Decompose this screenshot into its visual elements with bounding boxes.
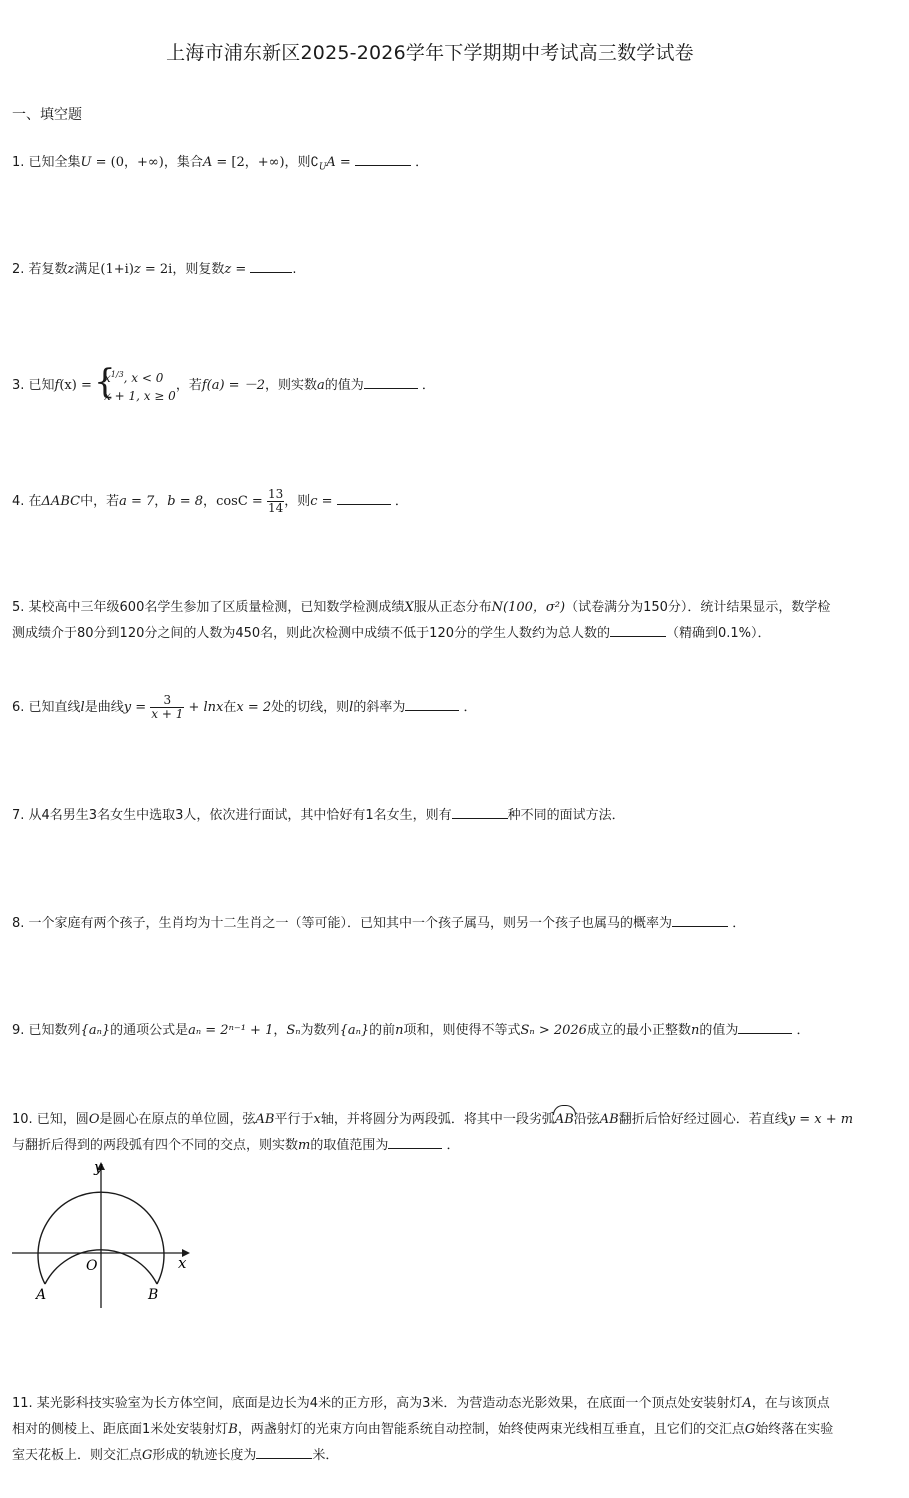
answer-blank-1[interactable] [355,151,411,166]
question-6: 6. 已知直线l是曲线y = $\frac{3}{x + 1}$ + lnx在x = 2处的切线，则l的斜率为 ． [12,693,477,721]
y-label: y [94,1158,103,1176]
answer-blank-10[interactable] [388,1134,442,1149]
point-b-label: B [148,1287,159,1303]
question-9: 9. 已知数列{aₙ}的通项公式是aₙ = 2ⁿ⁻¹ + 1，Sₙ为数列{aₙ}的前n项和，则使得不等式Sₙ > 2026成立的最小正整数n的值为 ． [12,1018,892,1044]
question-8: 8. 一个家庭有两个孩子，生肖均为十二生肖之一（等可能）．已知其中一个孩子属马，则另一个孩子也属马的概率为 ． [12,911,892,937]
question-11: 11. 某光影科技实验室为长方体空间，底面是边长为4米的正方形，高为3米．为营造动态光影效果，在底面一个顶点处安装射灯A，在与该顶点 相对的侧棱上、距底面1米处安装射灯B，两盏射灯的光束方向由智能系统自动控制，始终使两束光线相互垂直，且它们的交汇点G始终落在实验 室天花板上．则交汇点G形成的轨迹长度为 米． [12,1396,834,1463]
fraction-3-over-x-plus-1: $\frac{3}{x + 1}$ [151,693,184,721]
answer-blank-4[interactable] [337,490,391,505]
fraction-13-14: $\frac{13}{14}$ [267,487,284,515]
minor-arc-ab: AB [555,1107,574,1133]
answer-blank-5[interactable] [610,622,666,637]
question-2: 2. 若复数z满足(1+i)z = 2i，则复数z = . [12,257,892,283]
origin-label: O [86,1258,98,1274]
point-a-label: A [36,1287,47,1303]
answer-blank-8[interactable] [672,912,728,927]
question-3: 3. 已知f(x) = { $x^{1/3}$, x < 0 x + 1, x ≥ 0 ，若f(a) = －2，则实数a的值为 ． [12,366,892,406]
question-5: 5. 某校高中三年级600名学生参加了区质量检测，已知数学检测成绩X服从正态分布N(100，σ²)（试卷满分为150分）．统计结果显示，数学检 测成绩介于80分到120分之间的人数为450名，则此次检测中成绩不低于120分的学生人数约为总人数的 （精确到0.1%）． [12,600,831,641]
question-7: 7. 从4名男生3名女生中选取3人，依次进行面试，其中恰好有1名女生，则有 种不同的面试方法． [12,803,892,829]
answer-blank-3[interactable] [364,374,418,389]
section-heading: 一、填空题 [12,107,82,123]
x-label: x [178,1254,187,1272]
answer-blank-2[interactable] [250,258,292,273]
answer-blank-7[interactable] [452,804,508,819]
question-4: 4. 在ΔABC中，若a = 7，b = 8，cosC = $\frac{13}{14}$ ，则c = ． [12,487,408,515]
piecewise-function: { $x^{1/3}$, x < 0 x + 1, x ≥ 0 [96,366,176,405]
answer-blank-9[interactable] [738,1019,792,1034]
answer-blank-11[interactable] [256,1444,312,1459]
page-title: 上海市浦东新区2025-2026学年下学期期中考试高三数学试卷 [166,42,694,64]
question-1: 1. 已知全集U = (0，+∞)，集合A = [2，+∞)，则$∁_UA$ = ． [12,150,892,181]
circle-fold-figure [10,1158,200,1316]
question-10: 10. 已知，圆O是圆心在原点的单位圆，弦AB平行于x轴，并将圆分为两段弧．将其中一段劣弧AB沿弦AB翻折后恰好经过圆心．若直线y = x + m 与翻折后得到的两段弧有四个不同的交点，则实数m的取值范围为 ． [12,1107,892,1159]
answer-blank-6[interactable] [405,696,459,711]
